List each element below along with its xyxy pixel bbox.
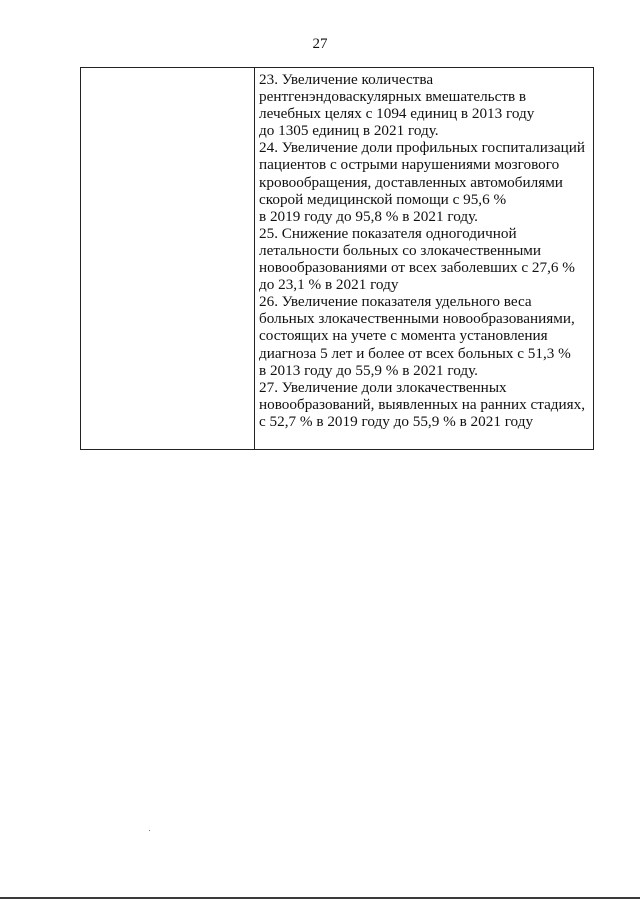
table-text-line: 25. Снижение показателя одногодичной [259, 224, 517, 242]
table-text-line: пациентов с острыми нарушениями мозгового [259, 156, 560, 174]
table-text-line: больных злокачественными новообразованиями, [259, 310, 575, 328]
table-text-line: 26. Увеличение показателя удельного веса [259, 293, 532, 311]
table-text-line: в 2013 году до 55,9 % в 2021 году. [259, 361, 478, 379]
table-text-line: в 2019 году до 95,8 % в 2021 году. [259, 207, 478, 225]
table-text-line: с 52,7 % в 2019 году до 55,9 % в 2021 году [259, 412, 534, 430]
scan-bottom-edge [0, 897, 640, 899]
table-text-line: летальности больных со злокачественными [259, 241, 542, 259]
table-text-line: рентгенэндоваскулярных вмешательств в [259, 88, 527, 106]
indicators-table [80, 67, 594, 450]
table-text-line: состоящих на учете с момента установления [259, 327, 548, 345]
table-text-line: 23. Увеличение количества [259, 71, 434, 88]
table-text-line: кровообращения, доставленных автомобилями [259, 173, 563, 191]
scan-speck [149, 830, 150, 831]
table-left-cell [81, 68, 255, 449]
table-text-line: 27. Увеличение доли злокачественных [259, 378, 507, 396]
page-number: 27 [312, 36, 328, 52]
table-text-line: до 1305 единиц в 2021 году. [259, 122, 439, 140]
table-right-cell [255, 68, 593, 449]
table-text-line: новообразований, выявленных на ранних стадиях, [259, 395, 586, 413]
table-text-line: скорой медицинской помощи с 95,6 % [259, 190, 507, 208]
table-text-line: диагноза 5 лет и более от всех больных с 51,3 % [259, 344, 571, 362]
table-text-line: новообразованиями от всех заболевших с 27,6 % [259, 259, 575, 277]
table-text-line: лечебных целях с 1094 единиц в 2013 году [259, 105, 535, 123]
table-text-line: до 23,1 % в 2021 году [259, 276, 399, 294]
table-text-line: 24. Увеличение доли профильных госпитализаций [259, 139, 586, 157]
